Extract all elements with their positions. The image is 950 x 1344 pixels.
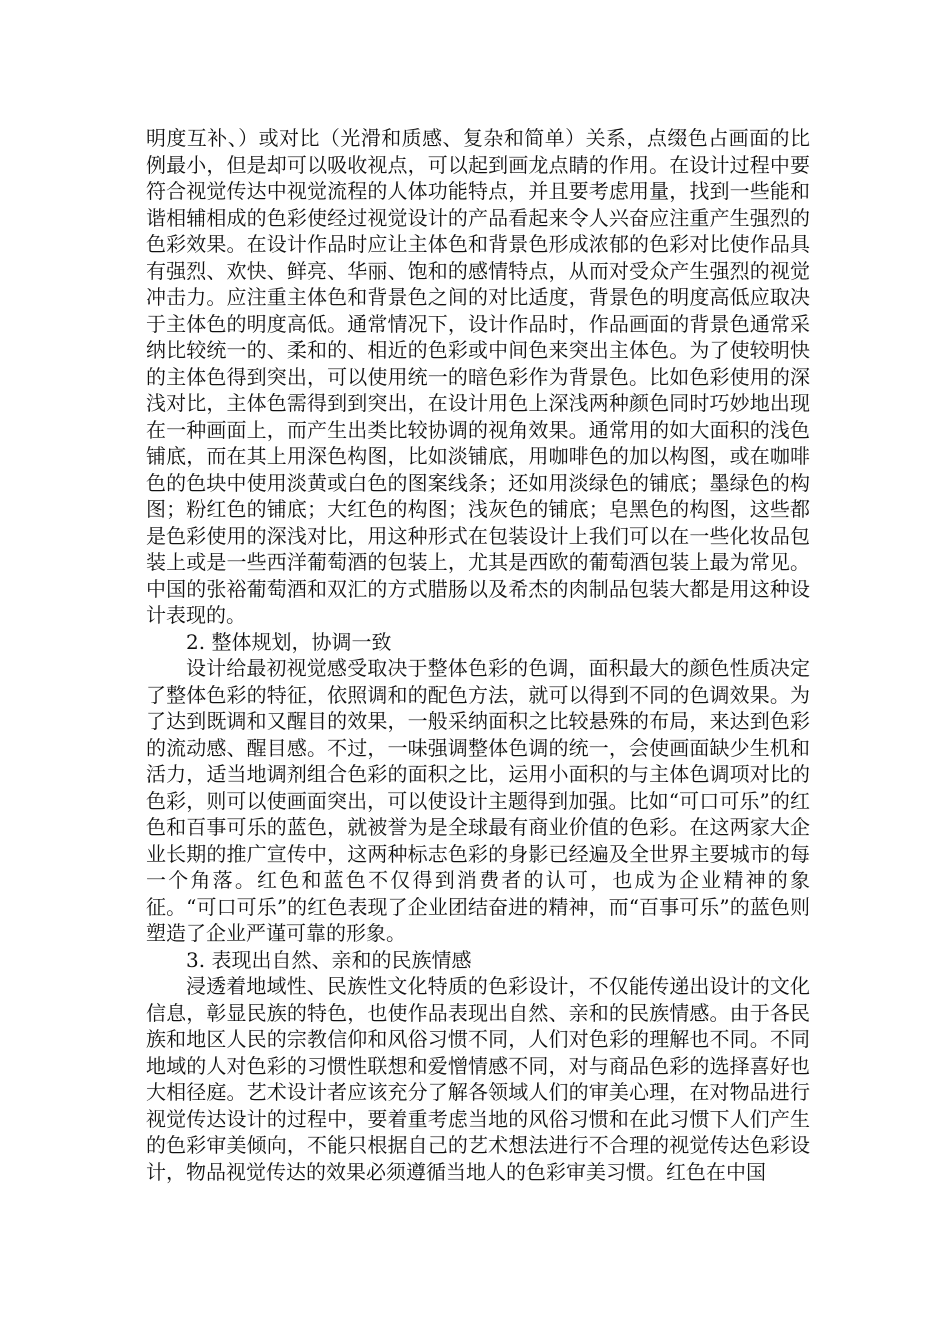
paragraph-overall-planning: 设计给最初视觉感受取决于整体色彩的色调，面积最大的颜色性质决定了整体色彩的特征，依照调和的配色方法，就可以得到不同的色调效果。为了达到既调和又醒目的效果，一般采纳面积之比较悬殊的布局，来达到色彩的流动感、醒目感。不过，一味强调整体色调的统一，会使画面缺少生机和活力，适当地调剂组合色彩的面积之比，运用小面积的与主体色调项对比的色彩，则可以使画面突出，可以使设计主题得到加强。比如“可口可乐”的红色和百事可乐的蓝色，就被誉为是全球最有商业价值的色彩。在这两家大企业长期的推广宣传中，这两种标志色彩的身影已经遍及全世界主要城市的每一个角落。红色和蓝色不仅得到消费者的认可，也成为企业精神的象征。“可口可乐”的红色表现了企业团结奋进的精神，而“百事可乐”的蓝色则塑造了企业严谨可靠的形象。 (146, 656, 810, 945)
document-page (146, 125, 810, 1185)
paragraph-color-contrast-continued: 明度互补、）或对比（光滑和质感、复杂和简单）关系，点缀色占画面的比例最小，但是却可以吸收视点，可以起到画龙点睛的作用。在设计过程中要符合视觉传达中视觉流程的人体功能特点，并且要考虑用量，找到一些能和谐相辅相成的色彩使经过视觉设计的产品看起来令人兴奋应注重产生强烈的色彩效果。在设计作品时应让主体色和背景色形成浓郁的色彩对比使作品具有强烈、欢快、鲜亮、华丽、饱和的感情特点，从而对受众产生强烈的视觉冲击力。应注重主体色和背景色之间的对比适度，背景色的明度高低应取决于主体色的明度高低。通常情况下，设计作品时，作品画面的背景色通常采纳比较统一的、柔和的、相近的色彩或中间色来突出主体色。为了使较明快的主体色得到突出，可以使用统一的暗色彩作为背景色。比如色彩使用的深浅对比，主体色需得到到突出，在设计用色上深浅两种颜色同时巧妙地出现在一种画面上，而产生出类比较协调的视角效果。通常用的如大面积的浅色铺底，而在其上用深色构图，比如淡铺底，用咖啡色的加以构图，或在咖啡色的色块中使用淡黄或白色的图案线条；还如用淡绿色的铺底；墨绿色的构图；粉红色的铺底；大红色的构图；浅灰色的铺底；皂黑色的构图，这些都是色彩使用的深浅对比，用这种形式在包装设计上我们可以在一些化妆品包装上或是一些西洋葡萄酒的包装上，尤其是西欧的葡萄酒包装上最为常见。中国的张裕葡萄酒和双汇的方式腊肠以及希杰的肉制品包装大都是用这种设计表现的。 (146, 126, 810, 627)
paragraph-national-emotion: 浸透着地域性、民族性文化特质的色彩设计，不仅能传递出设计的文化信息，彰显民族的特色，也使作品表现出自然、亲和的民族情感。由于各民族和地区人民的宗教信仰和风俗习惯不同，人们对色彩的理解也不同。不同地域的人对色彩的习惯性联想和爱憎情感不同，对与商品色彩的选择喜好也大相径庭。艺术设计者应该充分了解各领域人们的审美心理，在对物品进行视觉传达设计的过程中，要着重考虑当地的风俗习惯和在此习惯下人们产生的色彩审美倾向，不能只根据自己的艺术想法进行不合理的视觉传达色彩设计，物品视觉传达的效果必须遵循当地人的色彩审美习惯。红色在中国 (146, 974, 810, 1184)
section-heading-overall-planning: 2. 整体规划，协调一致 (186, 629, 392, 654)
section-heading-national-emotion: 3. 表现出自然、亲和的民族情感 (186, 947, 472, 972)
